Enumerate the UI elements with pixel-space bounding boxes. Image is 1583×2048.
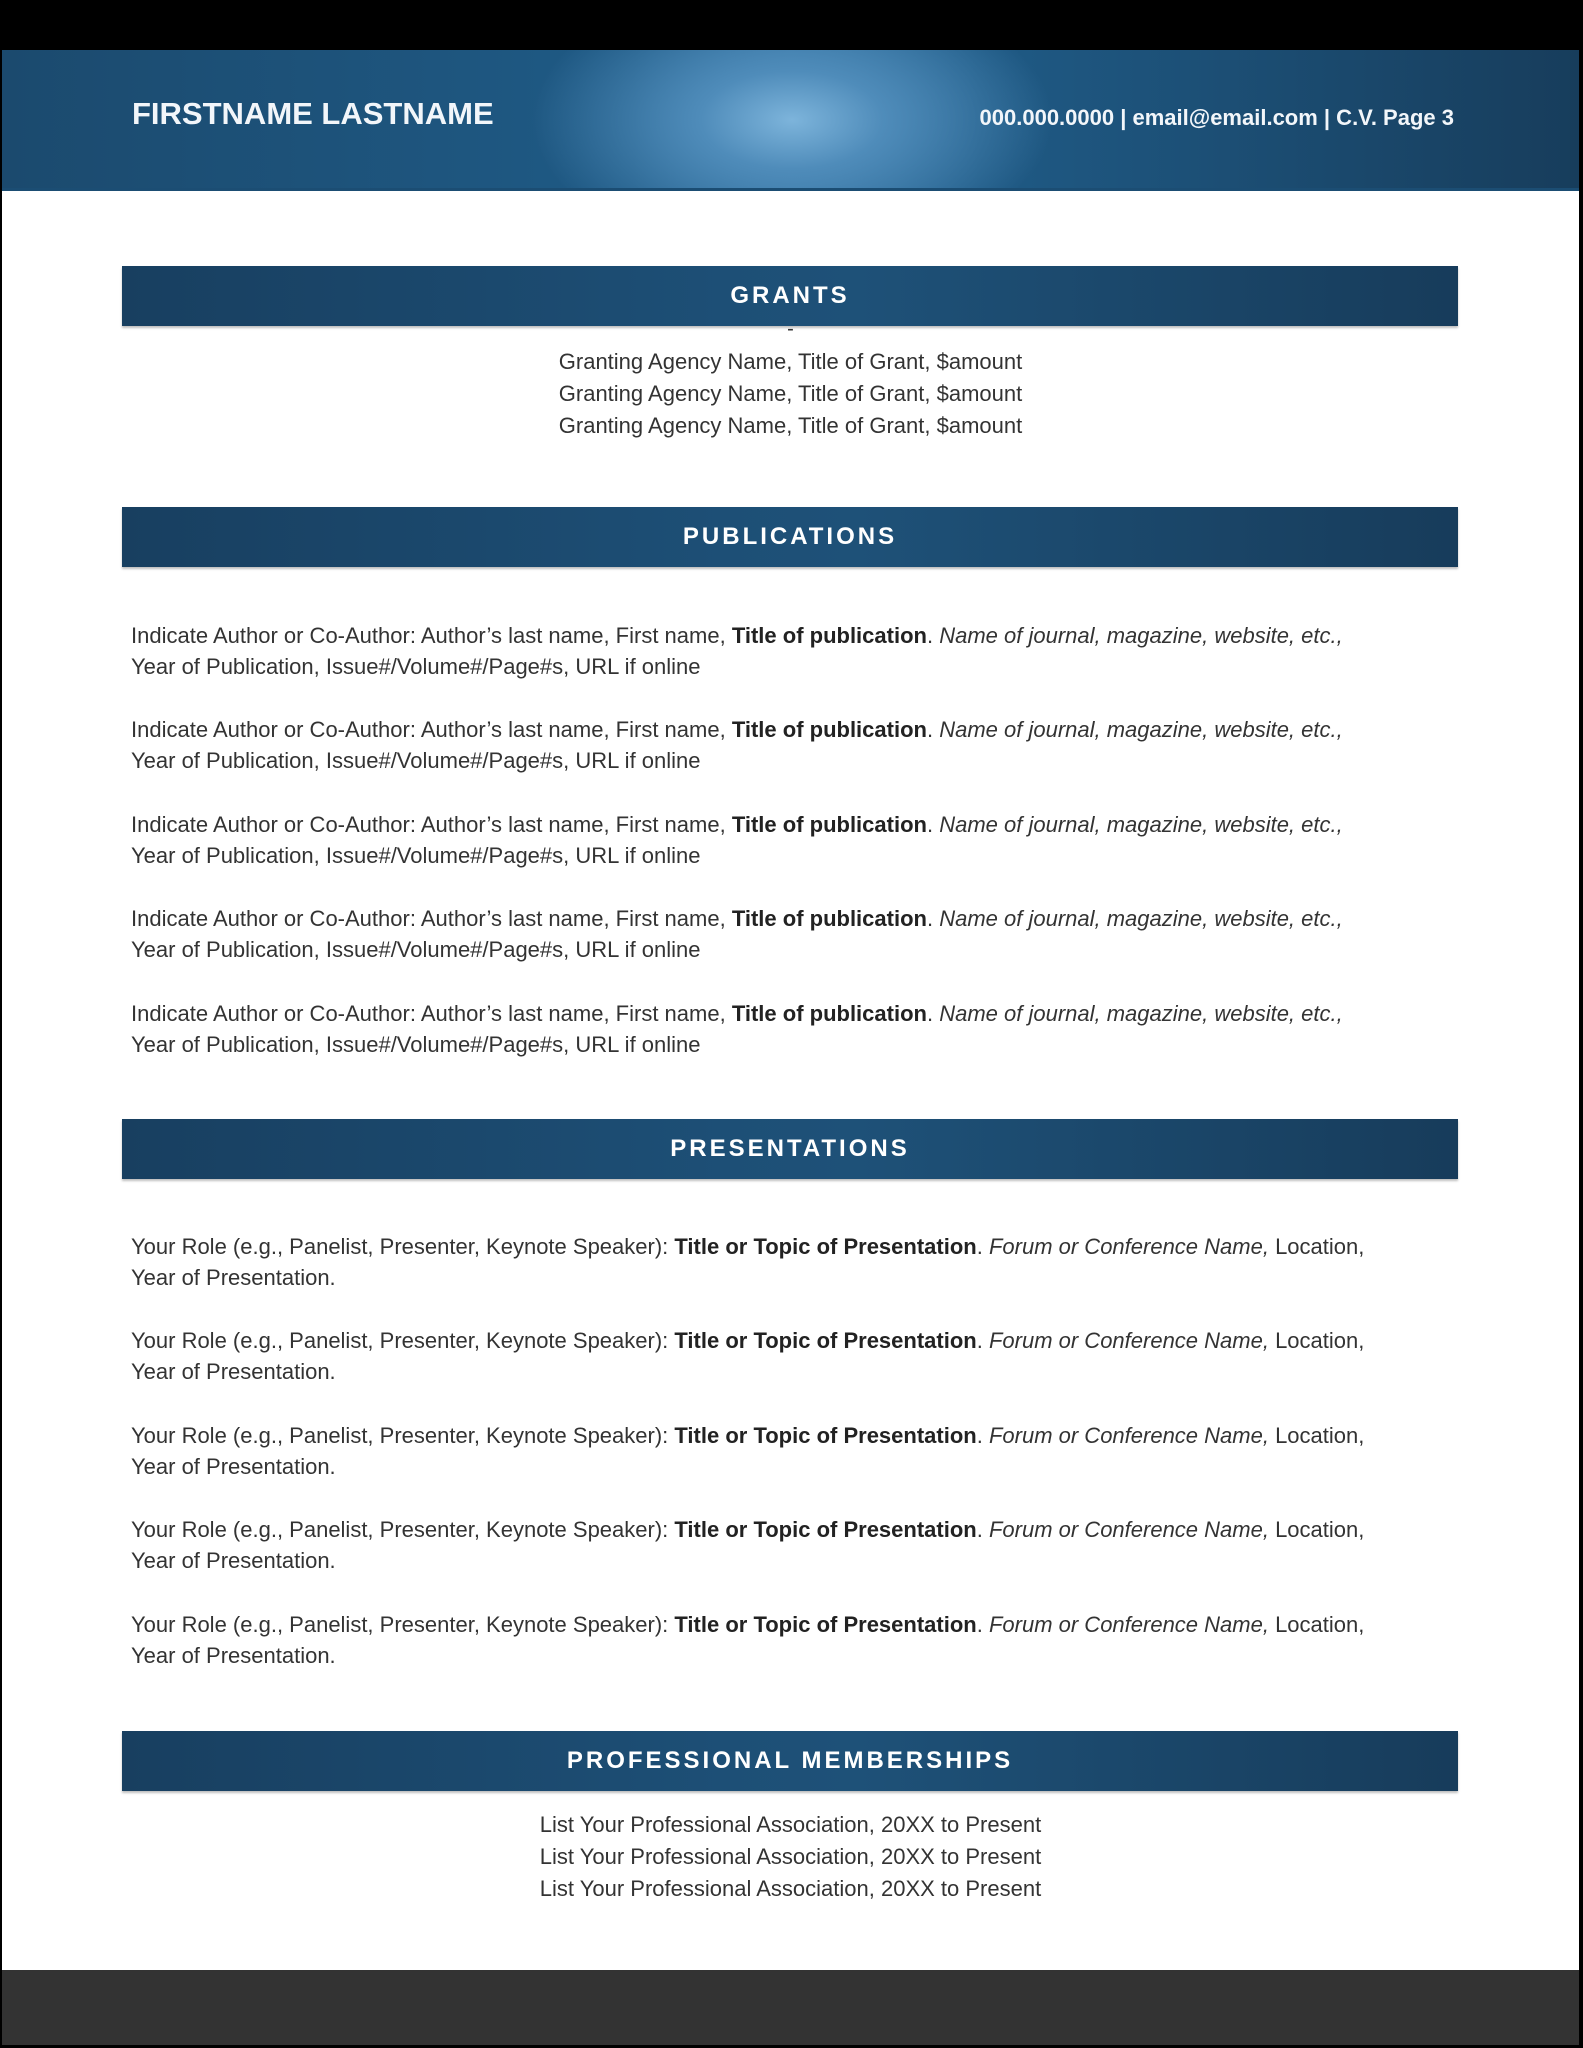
- entry-title: Title of publication: [731, 906, 927, 931]
- entry-title: Title of publication: [731, 1001, 927, 1026]
- entry-location: Location,: [1268, 1612, 1365, 1637]
- section-title: PROFESSIONAL MEMBERSHIPS: [566, 1747, 1014, 1774]
- entry-journal: Name of journal, magazine, website, etc.,: [939, 906, 1343, 931]
- entry-location: Location,: [1268, 1328, 1365, 1353]
- entry-journal: Name of journal, magazine, website, etc.,: [939, 717, 1343, 742]
- candidate-name: FIRSTNAME LASTNAME: [132, 96, 494, 131]
- entry-title: Title or Topic of Presentation: [674, 1423, 977, 1448]
- entry-forum: Forum or Conference Name,: [988, 1423, 1269, 1448]
- entry-forum: Forum or Conference Name,: [988, 1234, 1269, 1259]
- section-header-presentations: [122, 1119, 1458, 1179]
- entry-forum: Forum or Conference Name,: [988, 1517, 1269, 1542]
- publication-entry: [131, 714, 1451, 776]
- entry-title: Title or Topic of Presentation: [674, 1517, 977, 1542]
- contact-info: 000.000.0000 | email@email.com | C.V. Page 3: [979, 105, 1454, 130]
- grants-dash: -: [787, 318, 794, 340]
- entry-lead: Your Role (e.g., Panelist, Presenter, Keynote Speaker):: [131, 1612, 675, 1637]
- entry-title: Title of publication: [731, 812, 927, 837]
- entry-location: Location,: [1268, 1423, 1365, 1448]
- section-title: GRANTS: [730, 282, 850, 309]
- entry-journal: Name of journal, magazine, website, etc.,: [939, 623, 1343, 648]
- publication-entry: [131, 620, 1451, 682]
- entry-forum: Forum or Conference Name,: [988, 1328, 1269, 1353]
- presentation-entry: [131, 1514, 1451, 1576]
- entry-lead: Your Role (e.g., Panelist, Presenter, Keynote Speaker):: [131, 1517, 675, 1542]
- entry-lead: Your Role (e.g., Panelist, Presenter, Keynote Speaker):: [131, 1328, 675, 1353]
- entry-tail: Year of Presentation.: [131, 1643, 336, 1668]
- page-header: [2, 50, 1579, 191]
- entry-sep: .: [926, 623, 940, 648]
- entry-journal: Name of journal, magazine, website, etc.,: [939, 1001, 1343, 1026]
- section-header-memberships: [122, 1731, 1458, 1791]
- section-title: PUBLICATIONS: [682, 523, 898, 550]
- section-title: PRESENTATIONS: [670, 1135, 910, 1162]
- entry-tail: Year of Presentation.: [131, 1454, 336, 1479]
- entry-title: Title or Topic of Presentation: [674, 1612, 977, 1637]
- entry-sep: .: [976, 1612, 989, 1637]
- entry-lead: Indicate Author or Co-Author: Author’s last name, First name,: [131, 906, 732, 931]
- page-footer-bar: [2, 1970, 1579, 2045]
- entry-sep: .: [926, 906, 940, 931]
- entry-forum: Forum or Conference Name,: [988, 1612, 1269, 1637]
- entry-journal: Name of journal, magazine, website, etc.,: [939, 812, 1343, 837]
- entry-title: Title or Topic of Presentation: [674, 1328, 977, 1353]
- membership-item: List Your Professional Association, 20XX to Present: [539, 1844, 1042, 1869]
- entry-title: Title of publication: [731, 623, 927, 648]
- grant-item: Granting Agency Name, Title of Grant, $amount: [558, 413, 1023, 438]
- entry-tail: Year of Publication, Issue#/Volume#/Page#s, URL if online: [131, 748, 701, 773]
- entry-tail: Year of Presentation.: [131, 1359, 336, 1384]
- section-header-grants: [122, 266, 1458, 326]
- memberships-list: [2, 1809, 1579, 1905]
- entry-lead: Indicate Author or Co-Author: Author’s last name, First name,: [131, 812, 732, 837]
- entry-sep: .: [926, 1001, 940, 1026]
- presentation-entry: [131, 1325, 1451, 1387]
- entry-tail: Year of Presentation.: [131, 1548, 336, 1573]
- section-header-publications: [122, 507, 1458, 567]
- entry-sep: .: [926, 812, 940, 837]
- presentation-entry: [131, 1420, 1451, 1482]
- grant-item: Granting Agency Name, Title of Grant, $amount: [558, 381, 1023, 406]
- publication-entry: [131, 809, 1451, 871]
- presentation-entry: [131, 1231, 1451, 1293]
- entry-lead: Your Role (e.g., Panelist, Presenter, Keynote Speaker):: [131, 1234, 675, 1259]
- entry-title: Title or Topic of Presentation: [674, 1234, 977, 1259]
- entry-location: Location,: [1268, 1517, 1365, 1542]
- entry-tail: Year of Publication, Issue#/Volume#/Page#s, URL if online: [131, 1032, 701, 1057]
- entry-tail: Year of Publication, Issue#/Volume#/Page#s, URL if online: [131, 843, 701, 868]
- entry-tail: Year of Publication, Issue#/Volume#/Page#s, URL if online: [131, 654, 701, 679]
- cv-page: [2, 50, 1579, 1970]
- membership-item: List Your Professional Association, 20XX to Present: [539, 1812, 1042, 1837]
- grant-item: Granting Agency Name, Title of Grant, $amount: [558, 349, 1023, 374]
- presentation-entry: [131, 1609, 1451, 1671]
- grants-list: [2, 346, 1579, 442]
- publication-entry: [131, 903, 1451, 965]
- entry-lead: Your Role (e.g., Panelist, Presenter, Keynote Speaker):: [131, 1423, 675, 1448]
- entry-tail: Year of Presentation.: [131, 1265, 336, 1290]
- publication-entry: [131, 998, 1451, 1060]
- entry-sep: .: [976, 1328, 989, 1353]
- entry-lead: Indicate Author or Co-Author: Author’s last name, First name,: [131, 623, 732, 648]
- entry-tail: Year of Publication, Issue#/Volume#/Page#s, URL if online: [131, 937, 701, 962]
- membership-item: List Your Professional Association, 20XX to Present: [539, 1876, 1042, 1901]
- entry-lead: Indicate Author or Co-Author: Author’s last name, First name,: [131, 717, 732, 742]
- entry-sep: .: [976, 1423, 989, 1448]
- entry-title: Title of publication: [731, 717, 927, 742]
- entry-lead: Indicate Author or Co-Author: Author’s last name, First name,: [131, 1001, 732, 1026]
- entry-sep: .: [976, 1234, 989, 1259]
- entry-location: Location,: [1268, 1234, 1365, 1259]
- entry-sep: .: [976, 1517, 989, 1542]
- entry-sep: .: [926, 717, 940, 742]
